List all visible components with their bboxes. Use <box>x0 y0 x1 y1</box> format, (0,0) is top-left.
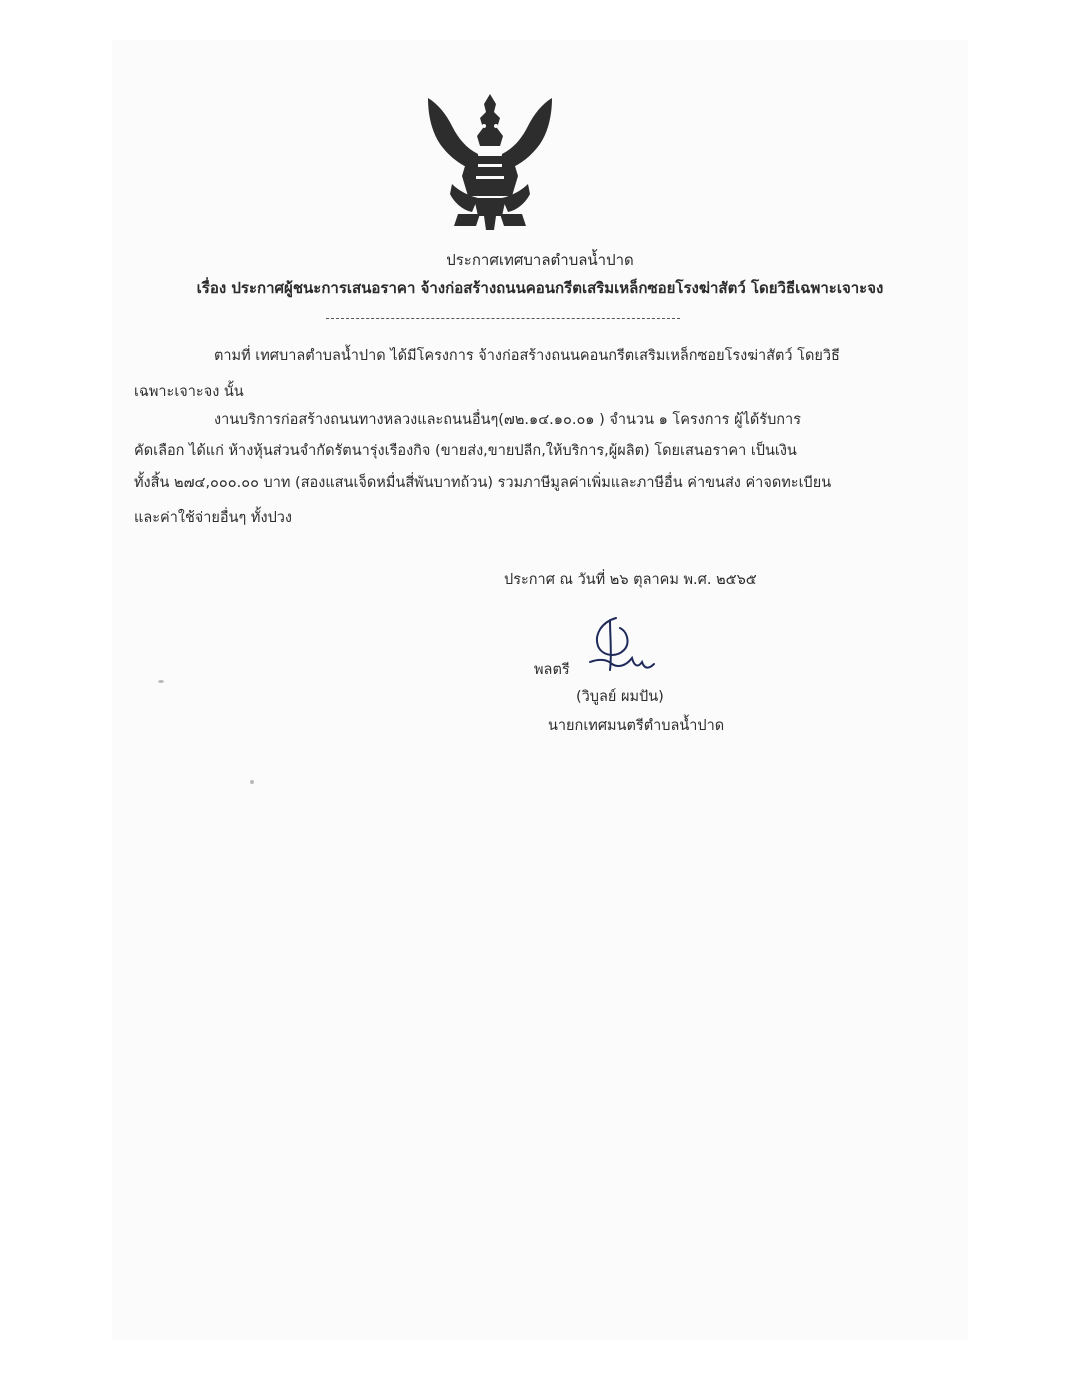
paragraph-2-line-4: และค่าใช้จ่ายอื่นๆ ทั้งปวง <box>134 510 292 526</box>
paper-speck <box>250 780 254 784</box>
document-subject: เรื่อง ประกาศผู้ชนะการเสนอราคา จ้างก่อสร้างถนนคอนกรีตเสริมเหล็กซอยโรงฆ่าสัตว์ โดยวิธีเฉพาะเจาะจง <box>196 279 884 297</box>
document-title: ประกาศเทศบาลตำบลน้ำปาด <box>446 251 634 269</box>
paragraph-1-line-1: ตามที่ เทศบาลตำบลน้ำปาด ได้มีโครงการ จ้างก่อสร้างถนนคอนกรีตเสริมเหล็กซอยโรงฆ่าสัตว์ โดยวิธี <box>214 348 840 364</box>
paragraph-2-line-2: คัดเลือก ได้แก่ ห้างหุ้นส่วนจำกัดรัตนารุ่งเรืองกิจ (ขายส่ง,ขายปลีก,ให้บริการ,ผู้ผลิต) โดยเสนอราคา เป็นเงิน <box>134 443 797 459</box>
paper-speck <box>158 680 164 683</box>
garuda-emblem-icon <box>418 86 562 234</box>
signatory-rank: พลตรี <box>534 662 570 678</box>
separator-line <box>326 318 680 319</box>
paragraph-2-line-3: ทั้งสิ้น ๒๗๔,๐๐๐.๐๐ บาท (สองแสนเจ็ดหมื่นสี่พันบาทถ้วน) รวมภาษีมูลค่าเพิ่มและภาษีอื่น ค่าขนส่ง ค่าจดทะเบียน <box>134 475 832 491</box>
signatory-name: (วิบูลย์ ผมปัน) <box>576 689 664 705</box>
announcement-date: ประกาศ ณ วันที่ ๒๖ ตุลาคม พ.ศ. ๒๕๖๕ <box>504 572 757 588</box>
paragraph-2-line-1: งานบริการก่อสร้างถนนทางหลวงและถนนอื่นๆ(๗๒.๑๔.๑๐.๐๑ ) จำนวน ๑ โครงการ ผู้ได้รับการ <box>214 412 801 428</box>
handwritten-signature <box>586 612 666 674</box>
signatory-position: นายกเทศมนตรีตำบลน้ำปาด <box>548 718 725 734</box>
paragraph-1-line-2: เฉพาะเจาะจง นั้น <box>134 384 244 400</box>
